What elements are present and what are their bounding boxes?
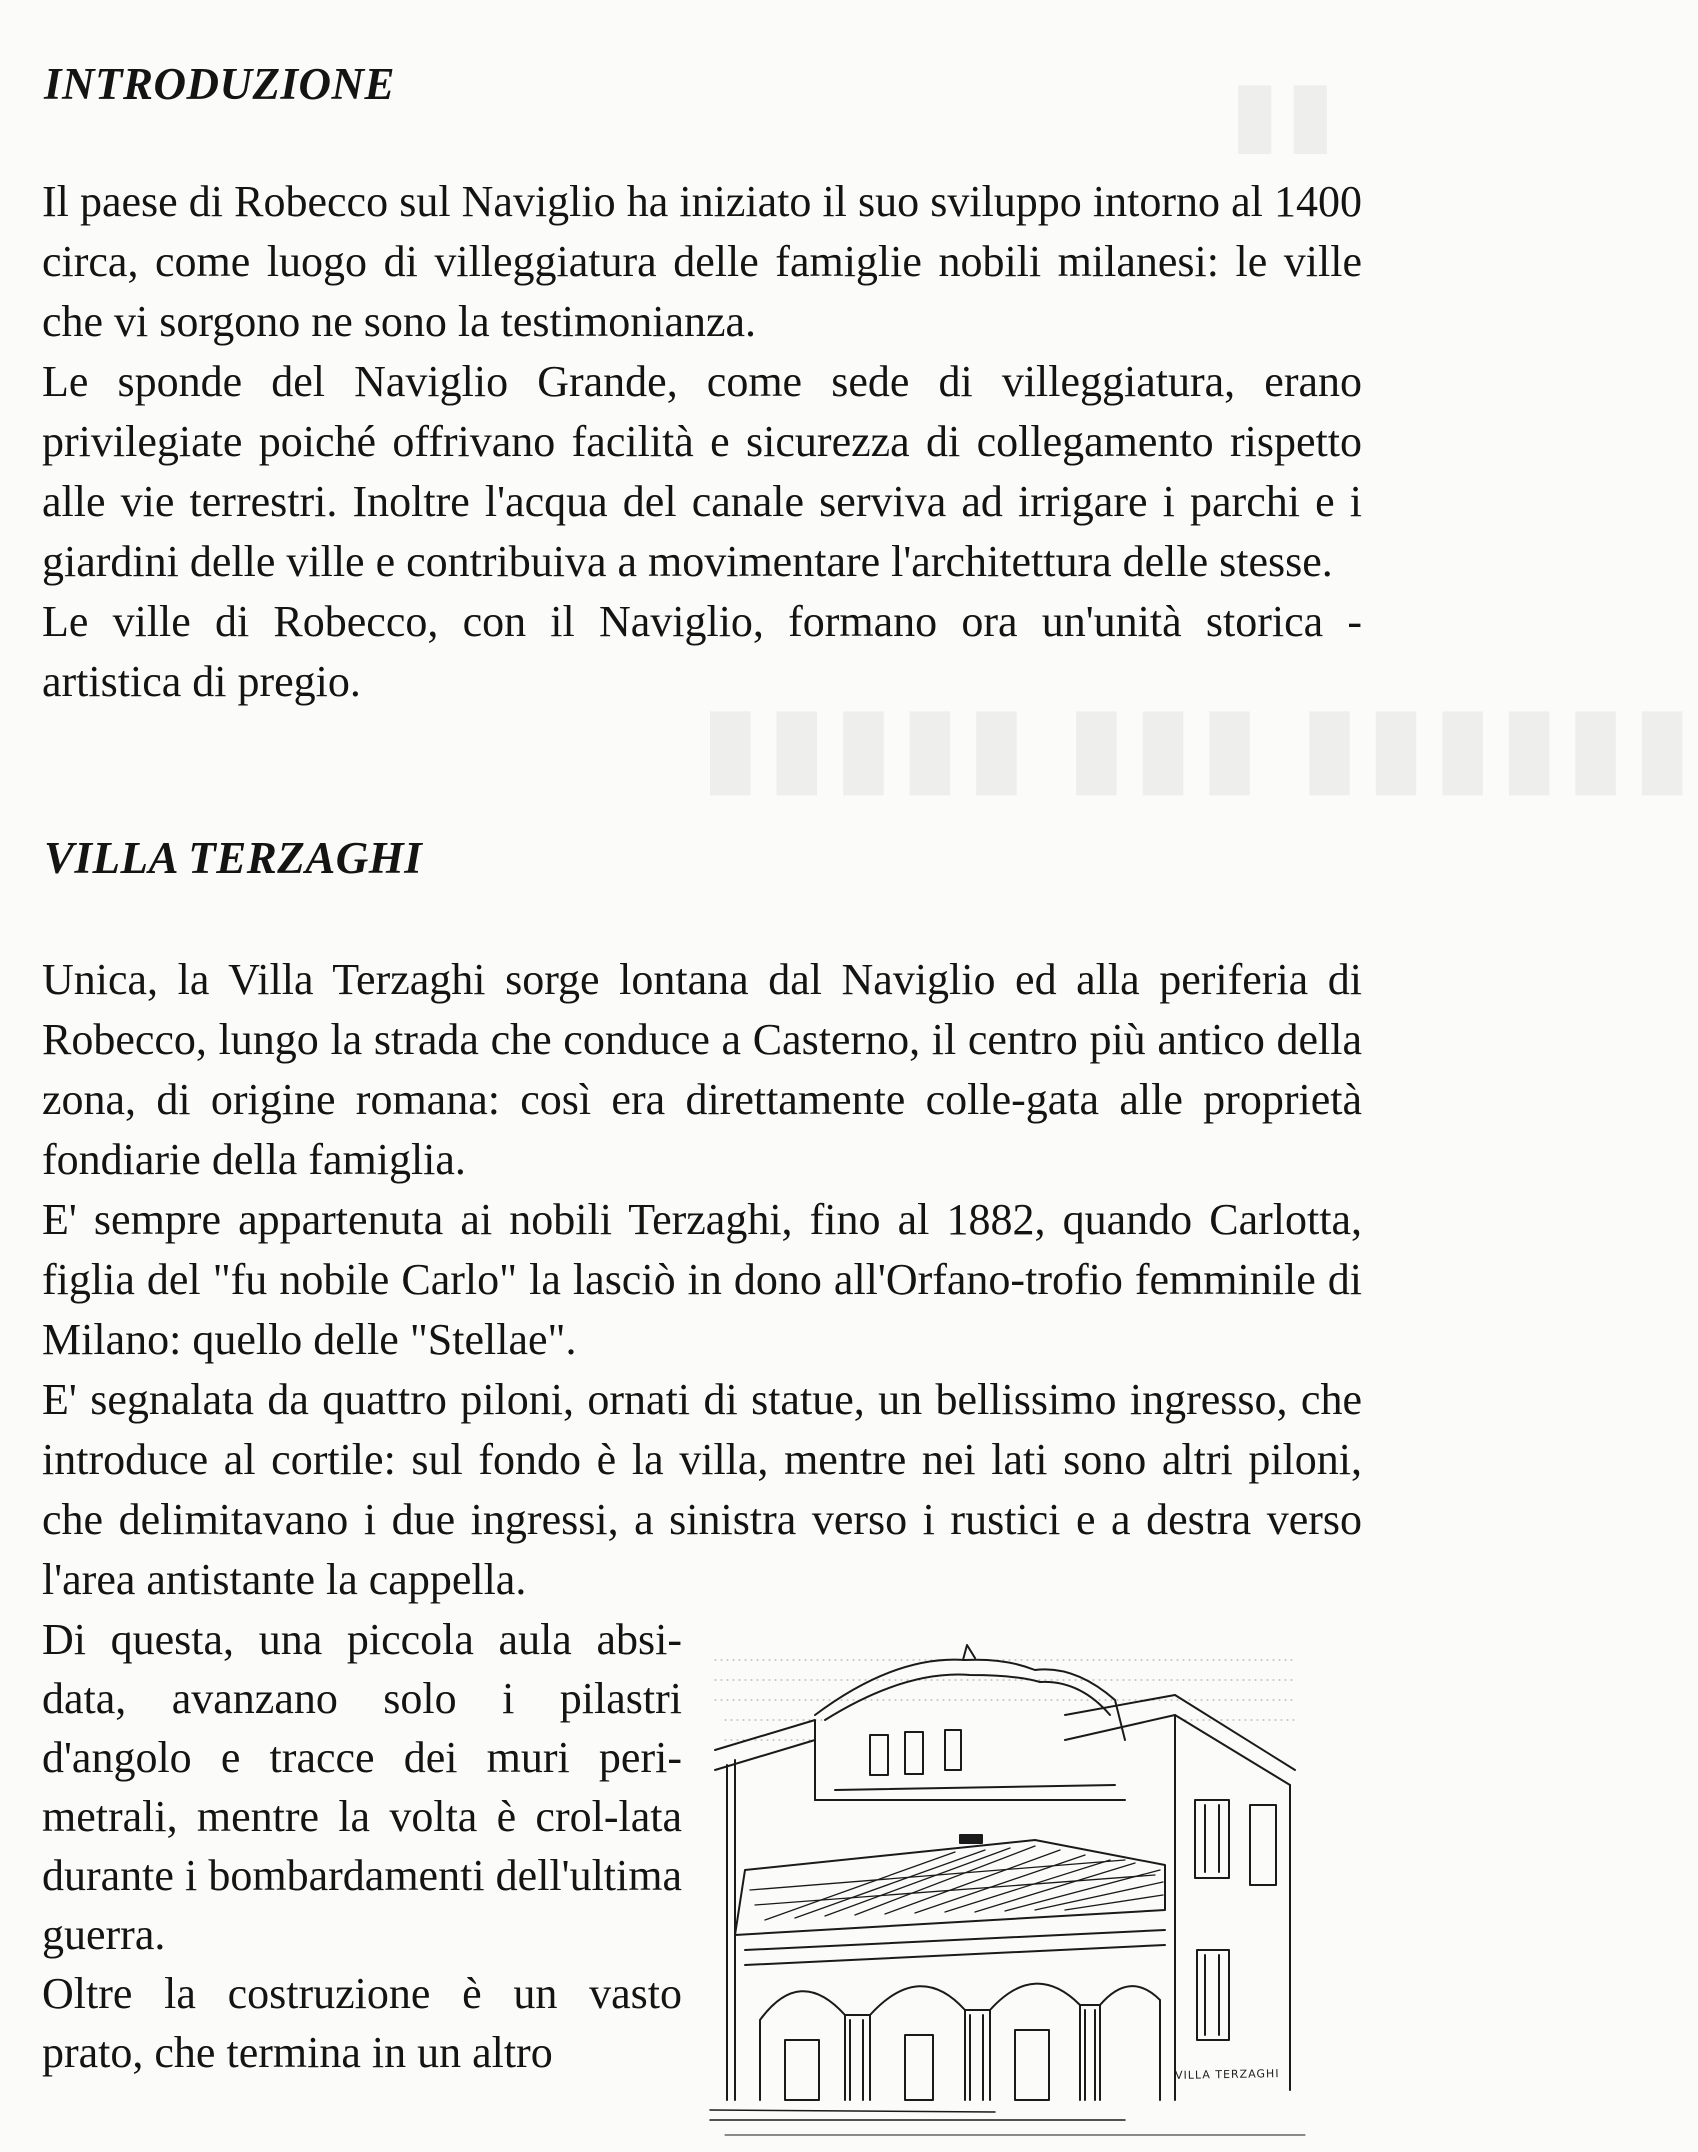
- villa-terzaghi-text: [42, 950, 1362, 1610]
- paragraph: Le sponde del Naviglio Grande, come sede di villeggiatura, erano privilegiate poiché offrivano facilità e sicurezza di collegamento rispetto alle vie terrestri. Inoltre l'acqua del canale serviva ad irrigare i parchi e i giardini delle ville e contribuiva a movimentare l'architettura delle stesse.: [42, 357, 1362, 586]
- section-heading-villa-terzaghi: VILLA TERZAGHI: [44, 833, 423, 883]
- bleed-through-shadow: ▮▮: [1230, 64, 1342, 163]
- villa-terzaghi-narrow-text: [42, 1610, 682, 2082]
- villa-sketch-illustration: [705, 1620, 1315, 2140]
- paragraph: Di questa, una piccola aula absi-data, avanzano solo i pilastri d'angolo e tracce dei muri peri-metrali, mentre la volta è crol-lata durante i bombardamenti dell'ultima guerra.: [42, 1615, 682, 1959]
- paragraph: Il paese di Robecco sul Naviglio ha iniziato il suo sviluppo intorno al 1400 circa, come luogo di villeggiatura delle famiglie nobili milanesi: le ville che vi sorgono ne sono la testimonianza.: [42, 177, 1362, 346]
- bleed-through-shadow: ▮▮▮▮▮ ▮▮▮ ▮▮▮▮▮▮: [700, 684, 1698, 806]
- section-heading-introduzione: INTRODUZIONE: [44, 59, 396, 109]
- paragraph: Unica, la Villa Terzaghi sorge lontana dal Naviglio ed alla periferia di Robecco, lungo la strada che conduce a Casterno, il centro più antico della zona, di origine romana: così era direttamente colle-gata alle proprietà fondiarie della famiglia.: [42, 955, 1362, 1184]
- introduzione-text: [42, 172, 1362, 712]
- illustration-caption: VILLA TERZAGHI: [1174, 2067, 1280, 2082]
- paragraph: E' segnalata da quattro piloni, ornati di statue, un bellissimo ingresso, che introduce al cortile: sul fondo è la villa, mentre nei lati sono altri piloni, che delimitavano i due ingressi, a sinistra verso i rustici e a destra verso l'area antistante la cappella.: [42, 1375, 1362, 1604]
- paragraph: Oltre la costruzione è un vasto prato, che termina in un altro: [42, 1969, 682, 2077]
- paragraph: E' sempre appartenuta ai nobili Terzaghi, fino al 1882, quando Carlotta, figlia del "fu nobile Carlo" la lasciò in dono all'Orfano-trofio femminile di Milano: quello delle "Stellae".: [42, 1195, 1362, 1364]
- paragraph: Le ville di Robecco, con il Naviglio, formano ora un'unità storica - artistica di pregio.: [42, 597, 1362, 706]
